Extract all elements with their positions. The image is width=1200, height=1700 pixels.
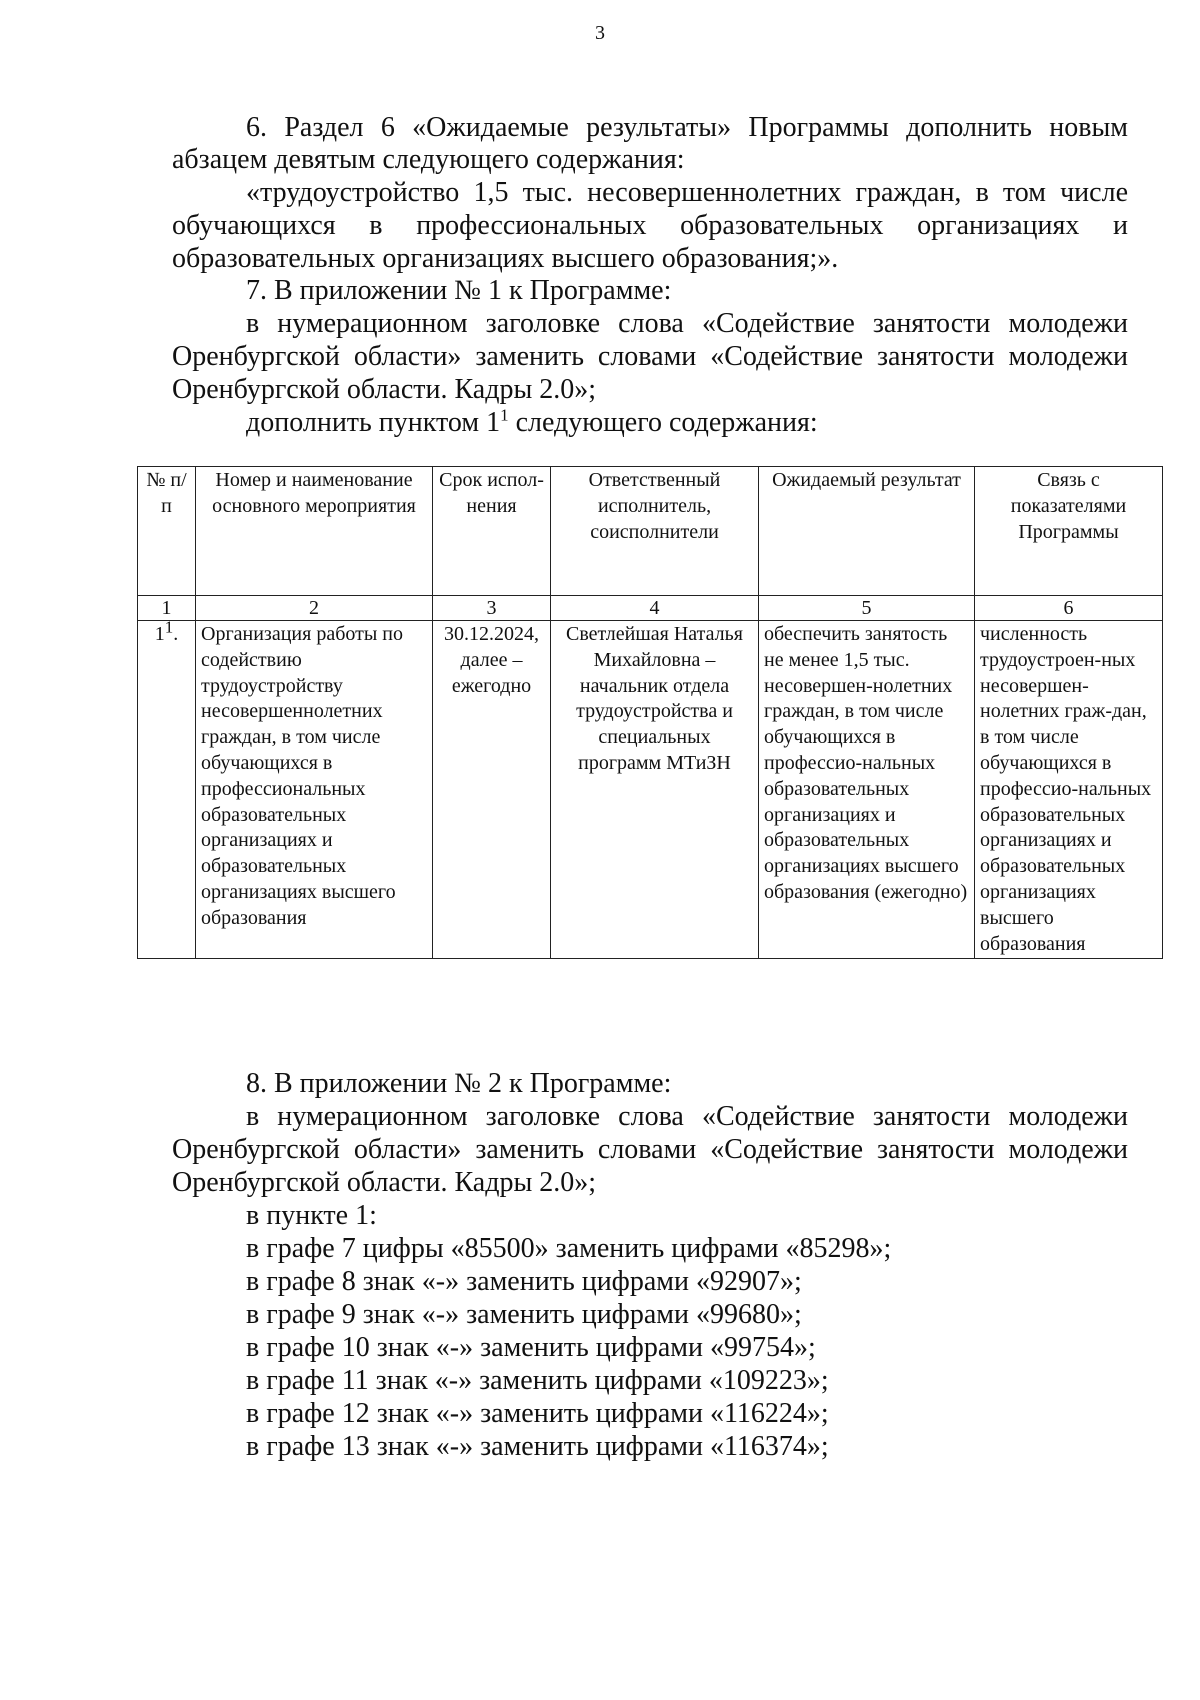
header-cell: Ответственный исполнитель, соисполнители — [551, 467, 759, 596]
column-number-cell: 3 — [433, 596, 551, 621]
sec8-item: в пункте 1: — [246, 1200, 377, 1231]
column-number-cell: 4 — [551, 596, 759, 621]
header-cell: № п/п — [138, 467, 196, 596]
sec8-item: в графе 10 знак «-» заменить цифрами «99754»; — [246, 1332, 816, 1363]
sec8-title: 8. В приложении № 2 к Программе: — [246, 1068, 672, 1099]
deadline-cell: 30.12.2024, далее – ежегодно — [433, 621, 551, 959]
sec7-line-2: Оренбургской области» заменить словами «Содействие занятости молодежи — [172, 341, 1128, 372]
sec7-line-4 — [246, 407, 818, 440]
sec7-line-4-sup: 1 — [500, 405, 509, 425]
header-cell: Связь с показателями Программы — [975, 467, 1163, 596]
table-header-row — [138, 467, 1163, 596]
header-cell: Срок испол-нения — [433, 467, 551, 596]
sec8-item: в графе 12 знак «-» заменить цифрами «116224»; — [246, 1398, 829, 1429]
column-number-cell: 2 — [196, 596, 433, 621]
sec8-line-1: в нумерационном заголовке слова «Содействие занятости молодежи — [246, 1101, 1128, 1132]
sec8-item: в графе 13 знак «-» заменить цифрами «116374»; — [246, 1431, 829, 1462]
sec8-line-3: Оренбургской области. Кадры 2.0»; — [172, 1167, 597, 1198]
sec7-line-1: в нумерационном заголовке слова «Содействие занятости молодежи — [246, 308, 1128, 339]
sec8-item: в графе 7 цифры «85500» заменить цифрами «85298»; — [246, 1233, 892, 1264]
sec8-item: в графе 8 знак «-» заменить цифрами «92907»; — [246, 1266, 802, 1297]
sec8-line-2: Оренбургской области» заменить словами «Содействие занятости молодежи — [172, 1134, 1128, 1165]
column-number-cell: 5 — [759, 596, 975, 621]
sec8-item: в графе 11 знак «-» заменить цифрами «109223»; — [246, 1365, 829, 1396]
header-cell: Ожидаемый результат — [759, 467, 975, 596]
sec8-item: в графе 9 знак «-» заменить цифрами «99680»; — [246, 1299, 802, 1330]
row-number-sup: 1 — [164, 617, 174, 637]
sec7-title: 7. В приложении № 1 к Программе: — [246, 275, 672, 306]
responsible-cell: Светлейшая Наталья Михайловна – начальник отдела трудоустройства и специальных программ МТиЗН — [551, 621, 759, 959]
column-number-cell: 1 — [138, 596, 196, 621]
sec6-line-2: абзацем девятым следующего содержания: — [172, 144, 685, 175]
sec6-line-1: 6. Раздел 6 «Ожидаемые результаты» Программы дополнить новым — [246, 112, 1128, 143]
amendment-table — [137, 466, 1163, 959]
event-cell: Организация работы по содействию трудоустройству несовершеннолетних граждан, в том числе обучающихся в профессиональных образовательных организациях и образовательных организациях высшего образования — [196, 621, 433, 959]
result-cell: обеспечить занятость не менее 1,5 тыс. несовершен-нолетних граждан, в том числе обучающихся в профессио-нальных образовательных организациях и образовательных организациях высшего образования (ежегодно) — [759, 621, 975, 959]
column-number-cell: 6 — [975, 596, 1163, 621]
link-cell: численность трудоустроен-ных несовершен-нолетних граж-дан, в том числе обучающихся в профессио-нальных образовательных организациях и образовательных организациях высшего образования — [975, 621, 1163, 959]
row-number: 1 — [154, 623, 165, 645]
sec7-line-4-pre: дополнить пунктом 1 — [246, 407, 501, 438]
sec6-quote-line-2: обучающихся в профессиональных образовательных организациях и — [172, 210, 1128, 241]
page-number: 3 — [595, 22, 605, 44]
sec6-quote-line-1: «трудоустройство 1,5 тыс. несовершеннолетних граждан, в том числе — [246, 177, 1128, 208]
row-number-cell — [138, 617, 196, 959]
sec7-line-4-post: следующего содержания: — [508, 407, 818, 438]
table-column-numbers-row — [138, 596, 1163, 621]
header-cell: Номер и наименование основного мероприятия — [196, 467, 433, 596]
sec7-line-3: Оренбургской области. Кадры 2.0»; — [172, 374, 597, 405]
row-number-suffix: . — [173, 623, 179, 645]
sec6-quote-line-3: образовательных организациях высшего образования;». — [172, 243, 839, 274]
table-row — [138, 621, 1163, 959]
